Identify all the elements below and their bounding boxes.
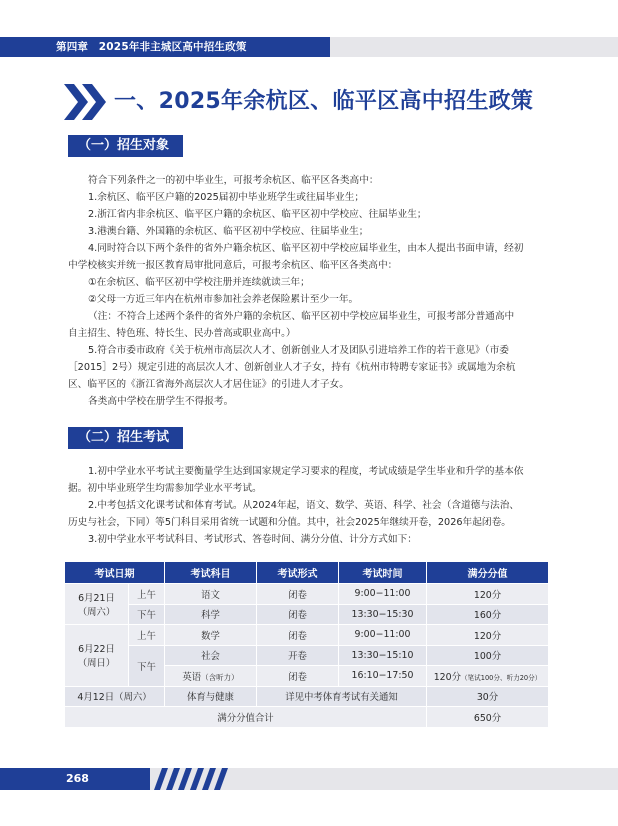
header-date: 考试日期 bbox=[65, 562, 165, 584]
pe-subject: 体育与健康 bbox=[165, 686, 257, 707]
double-chevron-icon bbox=[64, 82, 108, 122]
body-line: 3.港澳台籍、外国籍的余杭区、临平区初中学校应、往届毕业生； bbox=[88, 226, 369, 237]
body-line: 4.同时符合以下两个条件的省外户籍余杭区、临平区初中学校应届毕业生，由本人提出书面申请，经初 bbox=[88, 243, 524, 254]
time-cell: 13:30−15:30 bbox=[339, 604, 427, 625]
body-line: 2.浙江省内非余杭区、临平区户籍的余杭区、临平区初中学校应、往届毕业生； bbox=[88, 209, 427, 220]
subject-cell: 社会 bbox=[165, 645, 257, 666]
chapter-header-band bbox=[0, 37, 618, 57]
subject-cell: 数学 bbox=[165, 625, 257, 646]
form-cell: 闭卷 bbox=[257, 625, 339, 646]
page-title: 一、2025年余杭区、临平区高中招生政策 bbox=[114, 89, 534, 114]
form-cell: 闭卷 bbox=[257, 666, 339, 687]
body-line: 自主招生、特色班、特长生、民办普高或职业高中。） bbox=[68, 328, 296, 339]
table-row bbox=[65, 604, 549, 625]
subject-cell: 语文 bbox=[165, 584, 257, 605]
page-number: 268 bbox=[66, 772, 89, 785]
session-pm: 下午 bbox=[129, 645, 165, 686]
header-time: 考试时间 bbox=[339, 562, 427, 584]
score-cell bbox=[427, 666, 549, 687]
subject-cell bbox=[165, 666, 257, 687]
day1-date: 6月21日 bbox=[78, 593, 115, 604]
table-row bbox=[65, 645, 549, 666]
pe-score: 30分 bbox=[427, 686, 549, 707]
form-cell: 开卷 bbox=[257, 645, 339, 666]
score-value: 120分 bbox=[433, 671, 461, 683]
total-label: 满分分值合计 bbox=[65, 707, 427, 728]
pe-date: 4月12日（周六） bbox=[65, 686, 165, 707]
day2-cell bbox=[65, 625, 129, 687]
day1-cell bbox=[65, 584, 129, 625]
subject-cell: 科学 bbox=[165, 604, 257, 625]
body-line: 区、临平区的《浙江省海外高层次人才居住证》的引进人才子女。 bbox=[68, 379, 349, 390]
time-cell: 9:00−11:00 bbox=[339, 584, 427, 605]
body-line: 中学校核实并统一报区教育局审批同意后，可报考余杭区、临平区各类高中： bbox=[68, 260, 398, 271]
body-line: ②父母一方近三年内在杭州市参加社会养老保险累计至少一年。 bbox=[88, 294, 359, 305]
score-note: （笔试100分、听力20分） bbox=[460, 673, 542, 682]
section-1-label: （一）招生对象 bbox=[68, 135, 183, 157]
section-2-body bbox=[68, 463, 552, 548]
score-cell: 120分 bbox=[427, 584, 549, 605]
body-line: 1.初中学业水平考试主要衡量学生达到国家规定学习要求的程度，考试成绩是学生毕业和升学的基本依 bbox=[88, 466, 524, 477]
table-header-row bbox=[65, 562, 549, 584]
body-line: ［2015］2号）规定引进的高层次人才、创新创业人才子女，持有《杭州市特聘专家证书》或属地为余杭 bbox=[68, 362, 516, 373]
time-cell: 16:10−17:50 bbox=[339, 666, 427, 687]
table-row bbox=[65, 625, 549, 646]
footer-band bbox=[0, 768, 618, 790]
total-score: 650分 bbox=[427, 707, 549, 728]
table-row bbox=[65, 707, 549, 728]
subject-note: （含听力） bbox=[201, 672, 239, 682]
section-1-body bbox=[68, 172, 552, 410]
time-cell: 13:30−15:10 bbox=[339, 645, 427, 666]
day1-weekday: （周六） bbox=[77, 607, 116, 618]
header-form: 考试形式 bbox=[257, 562, 339, 584]
body-line: 历史与社会，下同）等5门科目采用省统一试题和分值。其中，社会2025年继续开卷，2026年起闭卷。 bbox=[68, 517, 511, 528]
main-title-row bbox=[64, 82, 584, 122]
header-subject: 考试科目 bbox=[165, 562, 257, 584]
body-line: （注：不符合上述两个条件的省外户籍的余杭区、临平区初中学校应届毕业生，可报考部分普通高中 bbox=[88, 311, 515, 322]
score-cell: 100分 bbox=[427, 645, 549, 666]
table-row bbox=[65, 686, 549, 707]
table-row bbox=[65, 584, 549, 605]
chapter-header-light bbox=[330, 37, 618, 57]
body-line: 符合下列条件之一的初中毕业生，可报考余杭区、临平区各类高中： bbox=[88, 175, 379, 186]
body-line: 5.符合市委市政府《关于杭州市高层次人才、创新创业人才及团队引进培养工作的若干意见》（市委 bbox=[88, 345, 509, 356]
score-cell: 120分 bbox=[427, 625, 549, 646]
time-cell: 9:00−11:00 bbox=[339, 625, 427, 646]
body-line: 各类高中学校在册学生不得报考。 bbox=[88, 396, 234, 407]
score-cell: 160分 bbox=[427, 604, 549, 625]
body-line: 3.初中学业水平考试科目、考试形式、答卷时间、满分分值、计分方式如下： bbox=[88, 534, 417, 545]
header-score: 满分分值 bbox=[427, 562, 549, 584]
body-line: ①在余杭区、临平区初中学校注册并连续就读三年； bbox=[88, 277, 310, 288]
form-cell: 闭卷 bbox=[257, 604, 339, 625]
body-line: 2.中考包括文化课考试和体育考试。从2024年起，语文、数学、英语、科学、社会（含道德与法治、 bbox=[88, 500, 520, 511]
exam-schedule-table bbox=[64, 561, 549, 728]
stripes-decoration-icon bbox=[150, 768, 230, 790]
body-line: 据。初中毕业班学生均需参加学业水平考试。 bbox=[68, 483, 262, 494]
form-cell: 闭卷 bbox=[257, 584, 339, 605]
session-am: 上午 bbox=[129, 625, 165, 646]
subject-name: 英语 bbox=[182, 671, 202, 683]
day2-date: 6月22日 bbox=[78, 644, 115, 656]
pe-note: 详见中考体育考试有关通知 bbox=[257, 686, 427, 707]
session-pm: 下午 bbox=[129, 604, 165, 625]
day2-weekday: （周日） bbox=[77, 658, 116, 670]
section-2-label: （二）招生考试 bbox=[68, 427, 183, 449]
body-line: 1.余杭区、临平区户籍的2025届初中毕业班学生或往届毕业生； bbox=[88, 192, 365, 203]
chapter-title: 第四章 2025年非主城区高中招生政策 bbox=[56, 41, 247, 53]
session-am: 上午 bbox=[129, 584, 165, 605]
